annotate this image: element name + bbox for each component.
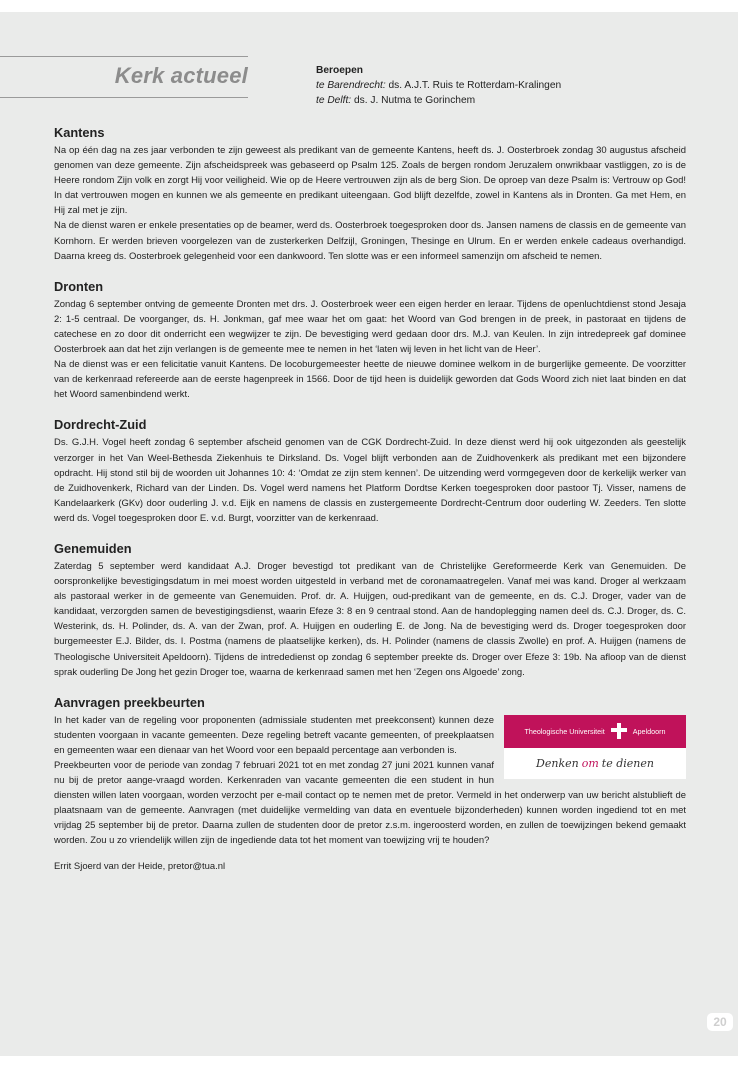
logo-banner <box>504 715 686 748</box>
section-heading: Dronten <box>54 278 104 294</box>
section-aanvragen-preekbeurten <box>54 695 686 872</box>
beroepen-place: te Delft: <box>316 95 352 106</box>
page-number: 20 <box>707 1013 733 1031</box>
logo-motto-b: om <box>581 756 599 770</box>
beroepen-text: ds. A.J.T. Ruis te Rotterdam-Kralingen <box>385 80 562 91</box>
paragraph: Preekbeurten voor de periode van zondag 7 februari 2021 tot en met zondag 27 juni 2021 kunnen vanaf nu bij de pretor aange-vraagd worden. Kerkenraden van vacante gemeenten die een student in hun diensten willen laten voorgaan, worden verzocht per e-mail contact op te nemen met de pretor. Vermeld in het onderwerp van uw bericht alstublieft de plaatsnaam van de gemeente. Aanvragen (met duidelijke vermelding van data en eventuele bijzonderheden) kunnen worden ingediend tot en met vrijdag 25 september bij de pretor. Daarna zullen de studenten door de pretor z.s.m. ingeroosterd worden, en zullen de toewijzingen bekend gemaakt worden. Zou u zo vriendelijk willen zijn de ingediende data tot het moment van toewijzing vrij te houden? <box>54 760 686 847</box>
logo-motto-c: te dienen <box>601 756 654 770</box>
section-header <box>0 56 248 98</box>
beroepen-box <box>316 63 561 108</box>
paragraph: Zaterdag 5 september werd kandidaat A.J. Droger bevestigd tot predikant van de Christelijke Gereformeerde Kerk van Genemuiden. De oorspronkelijke bevestigingsdatum in mei moest worden uitgesteld in verband met de coronamaatregelen. Vanaf mei was kand. Droger al werkzaam als pastoraal werker in de gemeente van Genemuiden. Prof. dr. A. Huijgen, oud-predikant van de gemeente, en ds. C.J. Droger, vader van de kandidaat, verzorgden samen de bevestigingsdienst, waarin Efeze 3: 8 en 9 centraal stond. Aan de handoplegging namen deel ds. C.J. Droger, ds. C. Westerink, ds. H. Polinder, ds. A. van der Zwan, prof. A. Huijgen en ouderling E. de Jong. Na de bevestiging werd ds. Droger toegesproken door burgemeester E.J. Bilder, ds. I. Postma (namens de plaatselijke kerken), ds. H. Polinder (namens de classis Zwolle) en prof. A. Huijgen (namens de Theologische Universiteit Apeldoorn). Tijdens de intrededienst op zondag 6 september preekte ds. Droger over Efeze 3: 19b. Na afloop van de dienst sprak ouderling De Jong het gezin Droger toe, waarna de kerkenraad samen met hen ‘Zegen ons Algoede’ zong. <box>54 560 686 678</box>
logo-motto-a: Denken <box>536 756 579 770</box>
section-genemuiden <box>54 541 686 680</box>
paragraph: Na op één dag na zes jaar verbonden te zijn geweest als predikant van de gemeente Kantens, heeft ds. J. Oosterbroek zondag 30 augustus afscheid genomen van deze gemeente. Zijn afscheidspreek was gebaseerd op Psalm 125. Zoals de bergen rondom Jeruzalem onwrikbaar vastliggen, zo is de Heere rondom Zijn volk en zorgt Hij voor veiligheid. Wie op de Heere vertrouwen zijn als de berg Sion. De oproep van deze Psalm is: Vertrouw op God! In dat vertrouwen mogen en kunnen we als gemeente en predikant uiteengaan. God blijft dezelfde, zowel in Kantens als in Dronten. Ga met Hem, en Hij zal met je zijn. <box>54 145 686 217</box>
header-rule-bottom <box>0 97 248 98</box>
section-dordrecht-zuid <box>54 417 686 526</box>
paragraph: Na de dienst was er een felicitatie vanuit Kantens. De locoburgemeester heette de nieuwe dominee welkom in de burgerlijke gemeente. De voorzitter van de kerkenraad refereerde aan de eerste hagenpreek in 1566. Door de tijd heen is duidelijk geworden dat Gods Woord zich niet laat binden en dat het Woord samenbindend werkt. <box>54 359 686 401</box>
section-heading: Aanvragen preekbeurten <box>54 694 205 710</box>
tua-logo <box>504 715 686 779</box>
cross-icon <box>610 722 628 740</box>
beroepen-text: ds. J. Nutma te Gorinchem <box>351 95 476 106</box>
section-kantens <box>54 125 686 264</box>
article-content <box>54 125 686 887</box>
beroepen-line <box>316 93 561 108</box>
beroepen-place: te Barendrecht: <box>316 80 386 91</box>
logo-left-text: Theologische Universiteit <box>524 726 605 736</box>
paragraph: Na de dienst waren er enkele presentaties op de beamer, werd ds. Oosterbroek toegesproken door ds. Jansen namens de classis en de gemeente van Kornhorn. Er werden brieven voorgelezen van de zusterkerken Delfzijl, Groningen, Thesinge en Ulrum. En er werden enkele cadeaus overhandigd. Daarna kreeg ds. Oosterbroek gelegenheid voor een dankwoord. Ten slotte was er een informeel samenzijn om afscheid te nemen. <box>54 220 686 262</box>
beroepen-heading: Beroepen <box>316 65 363 76</box>
header-rule-top <box>0 56 248 57</box>
signature: Errit Sjoerd van der Heide, pretor@tua.nl <box>54 860 226 872</box>
page <box>0 12 738 1056</box>
page-title: Kerk actueel <box>114 63 248 88</box>
section-heading: Genemuiden <box>54 540 132 556</box>
beroepen-line <box>316 78 561 93</box>
paragraph: Zondag 6 september ontving de gemeente Dronten met drs. J. Oosterbroek weer een eigen herder en leraar. Tijdens de openluchtdienst stond Jesaja 2: 1-5 centraal. De voorganger, ds. H. Jonkman, gaf mee waar het om gaat: het Woord van God brengen in de preek, in pastoraat en tijdens de catechese en zo door dit onderricht een wegwijzer te zijn. De bevestiging werd gedaan door drs. M.J. van Keulen. In zijn intredepreek gaf dominee Oosterbroek aan dat het zijn verlangen is de gemeente mee te nemen in het ‘laten wij leven in het licht van de Heer’. <box>54 298 686 356</box>
logo-right-text: Apeldoorn <box>632 726 666 736</box>
paragraph: Ds. G.J.H. Vogel heeft zondag 6 september afscheid genomen van de CGK Dordrecht-Zuid. In deze dienst werd hij ook uitgezonden als geestelijk verzorger in het Van Weel-Bethesda Ziekenhuis te Dirksland. Ds. Vogel blijft verbonden aan de Zuidhovenkerk als predikant met een bijzondere opdracht. Hij stond stil bij de woorden uit Johannes 10: 4: ‘Omdat ze zijn stem kennen’. De uitzending werd vormgegeven door de kerkelijk werker van de Zuidhovenkerk, Richard van der Linden. Ds. Vogel werd namens het Platform Dordtse Kerken toegesproken door pastoor Tj. Visser, namens de Kandelaarkerk (GKv) door ouderling J. v.d. Eijk en namens de classis en zustergemeente Dordrecht-Centrum door ouderling W. Zeeders. Ten slotte werd ds. Vogel toegesproken door E. v.d. Burgt, voorzitter van de kerkenraad. <box>54 437 686 524</box>
section-heading: Kantens <box>54 125 105 140</box>
logo-motto <box>504 748 686 779</box>
section-heading: Dordrecht-Zuid <box>54 417 147 433</box>
section-dronten <box>54 279 686 403</box>
paragraph: In het kader van de regeling voor proponenten (admissiale studenten met preekconsent) kunnen deze studenten voorgaan in vacante gemeenten. Deze regeling betreft vacante gemeenten, of preekplaatsen en gemeenten waar een dienaar van het Woord voor een bepaald percentage aan verbonden is. <box>54 714 494 756</box>
